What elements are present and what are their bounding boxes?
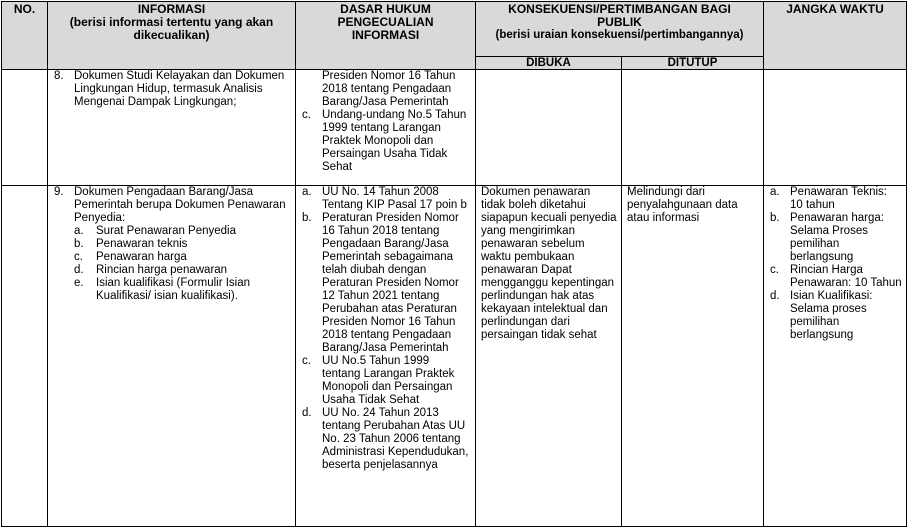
row9-informasi: 9. Dokumen Pengadaan Barang/Jasa Pemerintah berupa Dokumen Penawaran Penyedia: a. Surat Penawaran Penyedia b. Penawaran teknis c. Penawaran harga d. Rincian harga penawaran e. Isian kualifikasi (Formulir Isian Kualifikasi/ isian kualifikasi). — [48, 186, 296, 527]
row8-informasi: 8. Dokumen Studi Kelayakan dan Dokumen Lingkungan Hidup, termasuk Analisis Mengenai Dampak Lingkungan; — [48, 70, 296, 186]
table-row — [2, 70, 907, 186]
header-konsekuensi: KONSEKUENSI/PERTIMBANGAN BAGI PUBLIK (berisi uraian konsekuensi/pertimbangannya) — [476, 2, 764, 57]
row9-dibuka: Dokumen penawaran tidak boleh diketahui siapapun kecuali penyedia yang mengirimkan penawaran sebelum waktu pembukaan penawaran Dapat mengganggu kepentingan perlindungan hak atas kekayaan intelektual dan perlindungan dari persaingan tidak sehat — [476, 186, 622, 527]
row9-number: 9. — [54, 186, 64, 198]
row8-dibuka — [476, 70, 622, 186]
row9-dasar-hukum: a. UU No. 14 Tahun 2008 Tentang KIP Pasal 17 poin b b. Peraturan Presiden Nomor 16 Tahun 2018 tentang Pengadaan Barang/Jasa Pemerintah sebagaimana telah diubah dengan Peraturan Presiden Nomor 12 Tahun 2021 tentang Perubahan atas Peraturan Presiden Nomor 16 Tahun 2018 tentang Pengadaan Barang/Jasa Pemerintah c. UU No.5 Tahun 1999 tentang Larangan Praktek Monopoli dan Persaingan Usaha Tidak Sehat d. UU No. 24 Tahun 2013 tentang Perubahan Atas UU No. 23 Tahun 2006 tentang Administrasi Kependudukan, beserta penjelasannya — [296, 186, 476, 527]
table-row — [2, 186, 907, 527]
header-dasar-hukum: DASAR HUKUM PENGECUALIAN INFORMASI — [296, 2, 476, 70]
header-informasi: INFORMASI (berisi informasi tertentu yang akan dikecualikan) — [48, 2, 296, 70]
header-dibuka: DIBUKA — [476, 57, 622, 70]
exception-table — [1, 1, 907, 527]
header-ditutup: DITUTUP — [622, 57, 764, 70]
row8-dasar-hukum: Presiden Nomor 16 Tahun 2018 tentang Pengadaan Barang/Jasa Pemerintah c. Undang-undang No.5 Tahun 1999 tentang Larangan Praktek Monopoli dan Persaingan Usaha Tidak Sehat — [296, 70, 476, 186]
row8-number: 8. — [54, 70, 64, 82]
header-jangka-waktu: JANGKA WAKTU — [764, 2, 907, 70]
row9-jangka: a. Penawaran Teknis: 10 tahun b. Penawaran harga: Selama Proses pemilihan berlangsung c. Rincian Harga Penawaran: 10 Tahun d. Isian Kualifikasi: Selama proses pemilihan berlangsung — [764, 186, 907, 527]
row9-no-cell — [2, 186, 48, 527]
header-no: NO. — [2, 2, 48, 70]
row9-ditutup: Melindungi dari penyalahgunaan data atau informasi — [622, 186, 764, 527]
row8-ditutup — [622, 70, 764, 186]
row8-jangka — [764, 70, 907, 186]
row8-no-cell — [2, 70, 48, 186]
